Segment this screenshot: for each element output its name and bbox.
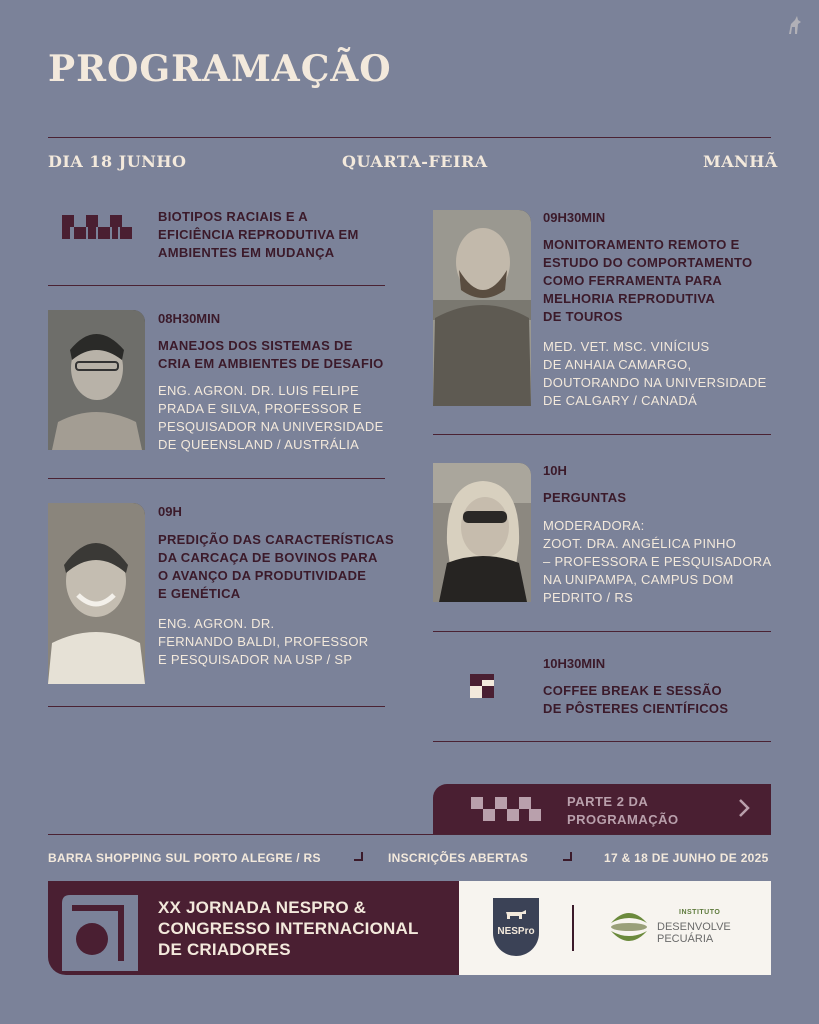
speaker-line: NA UNIPAMPA, CAMPUS DOM bbox=[543, 572, 734, 587]
speaker-line: FERNANDO BALDI, PROFESSOR bbox=[158, 634, 369, 649]
speaker-line: PRADA E SILVA, PROFESSOR E bbox=[158, 401, 362, 416]
banner-left bbox=[48, 881, 459, 975]
speaker-photo bbox=[48, 503, 145, 684]
banner-title-line: DE CRIADORES bbox=[158, 940, 291, 959]
divider bbox=[48, 137, 771, 138]
speaker-line: – PROFESSORA E PESQUISADORA bbox=[543, 554, 772, 569]
talk-title-line: DE TOUROS bbox=[543, 309, 623, 324]
banner-title-line: XX JORNADA NESPRO & bbox=[158, 898, 367, 917]
talk-title-line: PERGUNTAS bbox=[543, 490, 627, 505]
institute-name-line: PECUÁRIA bbox=[657, 933, 714, 945]
part-2-label-line: PARTE 2 DA bbox=[567, 794, 649, 809]
talk-time: 09H bbox=[158, 504, 182, 519]
talk-title-line: PREDIÇÃO DAS CARACTERÍSTICAS bbox=[158, 532, 394, 547]
nespro-logo bbox=[493, 898, 539, 956]
cow-icon bbox=[504, 908, 528, 920]
divider bbox=[433, 434, 771, 435]
checker-square-icon bbox=[470, 674, 494, 698]
page-title: PROGRAMAÇÃO bbox=[48, 48, 392, 90]
part-2-button[interactable] bbox=[433, 784, 771, 834]
logo-separator bbox=[572, 905, 574, 951]
person-icon bbox=[48, 503, 145, 684]
talk-time: 10H30MIN bbox=[543, 656, 606, 671]
speaker-line: ENG. AGRON. DR. LUIS FELIPE bbox=[158, 383, 359, 398]
speaker-line: DE QUEENSLAND / AUSTRÁLIA bbox=[158, 437, 360, 452]
day-label: DIA 18 JUNHO bbox=[48, 152, 187, 171]
event-logo-icon bbox=[62, 895, 138, 971]
speaker-line: ENG. AGRON. DR. bbox=[158, 616, 275, 631]
speaker-line: DE CALGARY / CANADÁ bbox=[543, 393, 698, 408]
speaker-line: DE ANHAIA CAMARGO, bbox=[543, 357, 692, 372]
institute-small-label: INSTITUTO bbox=[679, 909, 721, 916]
speaker-photo bbox=[48, 310, 145, 450]
checker-pattern-icon bbox=[62, 215, 132, 239]
checker-pattern-icon bbox=[471, 797, 541, 821]
talk-title-line: E GENÉTICA bbox=[158, 586, 241, 601]
talk-title-line: MANEJOS DOS SISTEMAS DE bbox=[158, 338, 353, 353]
talk-title-line: CRIA EM AMBIENTES DE DESAFIO bbox=[158, 356, 384, 371]
talk-title-line: EFICIÊNCIA REPRODUTIVA EM bbox=[158, 227, 359, 242]
divider bbox=[48, 478, 385, 479]
banner-title-line: CONGRESSO INTERNACIONAL bbox=[158, 919, 419, 938]
speaker-photo bbox=[433, 463, 531, 602]
talk-title-line: MONITORAMENTO REMOTO E bbox=[543, 237, 740, 252]
registrations-text: INSCRIÇÕES ABERTAS bbox=[388, 851, 529, 865]
chevron-right-icon bbox=[735, 797, 753, 819]
speaker-line: MODERADORA: bbox=[543, 518, 645, 533]
speaker-line: PESQUISADOR NA UNIVERSIDADE bbox=[158, 419, 384, 434]
divider bbox=[48, 285, 385, 286]
talk-title-line: ESTUDO DO COMPORTAMENTO bbox=[543, 255, 753, 270]
part-2-label-line: PROGRAMAÇÃO bbox=[567, 812, 679, 827]
animal-icon bbox=[783, 14, 805, 36]
corner-bracket-icon bbox=[563, 852, 573, 862]
venue-text: BARRA SHOPPING SUL PORTO ALEGRE / RS bbox=[48, 851, 321, 865]
weekday-label: QUARTA-FEIRA bbox=[342, 152, 488, 171]
speaker-line: DOUTORANDO NA UNIVERSIDADE bbox=[543, 375, 767, 390]
talk-title-line: COMO FERRAMENTA PARA bbox=[543, 273, 723, 288]
talk-title-line: O AVANÇO DA PRODUTIVIDADE bbox=[158, 568, 367, 583]
talk-title-line: MELHORIA REPRODUTIVA bbox=[543, 291, 716, 306]
talk-title-line: BIOTIPOS RACIAIS E A bbox=[158, 209, 308, 224]
desenvolve-pecuaria-logo-icon bbox=[607, 909, 651, 945]
person-icon bbox=[433, 463, 531, 602]
talk-title-line: DA CARCAÇA DE BOVINOS PARA bbox=[158, 550, 378, 565]
speaker-line: PEDRITO / RS bbox=[543, 590, 634, 605]
talk-title-line: COFFEE BREAK E SESSÃO bbox=[543, 683, 722, 698]
divider bbox=[48, 834, 771, 835]
talk-time: 08H30MIN bbox=[158, 311, 221, 326]
talk-time: 10H bbox=[543, 463, 567, 478]
divider bbox=[433, 741, 771, 742]
person-icon bbox=[48, 310, 145, 450]
banner-right bbox=[459, 881, 771, 975]
dates-text: 17 & 18 DE JUNHO DE 2025 bbox=[604, 851, 769, 865]
divider bbox=[48, 706, 385, 707]
institute-name-line: DESENVOLVE bbox=[657, 921, 731, 933]
person-icon bbox=[433, 210, 531, 406]
talk-title-line: DE PÔSTERES CIENTÍFICOS bbox=[543, 701, 729, 716]
talk-title-line: AMBIENTES EM MUDANÇA bbox=[158, 245, 335, 260]
talk-time: 09H30MIN bbox=[543, 210, 606, 225]
speaker-line: MED. VET. MSC. VINÍCIUS bbox=[543, 339, 710, 354]
nespro-logo-text: NESPro bbox=[497, 926, 535, 937]
speaker-line: E PESQUISADOR NA USP / SP bbox=[158, 652, 353, 667]
speaker-line: ZOOT. DRA. ANGÉLICA PINHO bbox=[543, 536, 737, 551]
event-banner bbox=[48, 881, 771, 975]
divider bbox=[433, 631, 771, 632]
corner-bracket-icon bbox=[354, 852, 364, 862]
speaker-photo bbox=[433, 210, 531, 406]
period-label: MANHÃ bbox=[703, 152, 778, 171]
